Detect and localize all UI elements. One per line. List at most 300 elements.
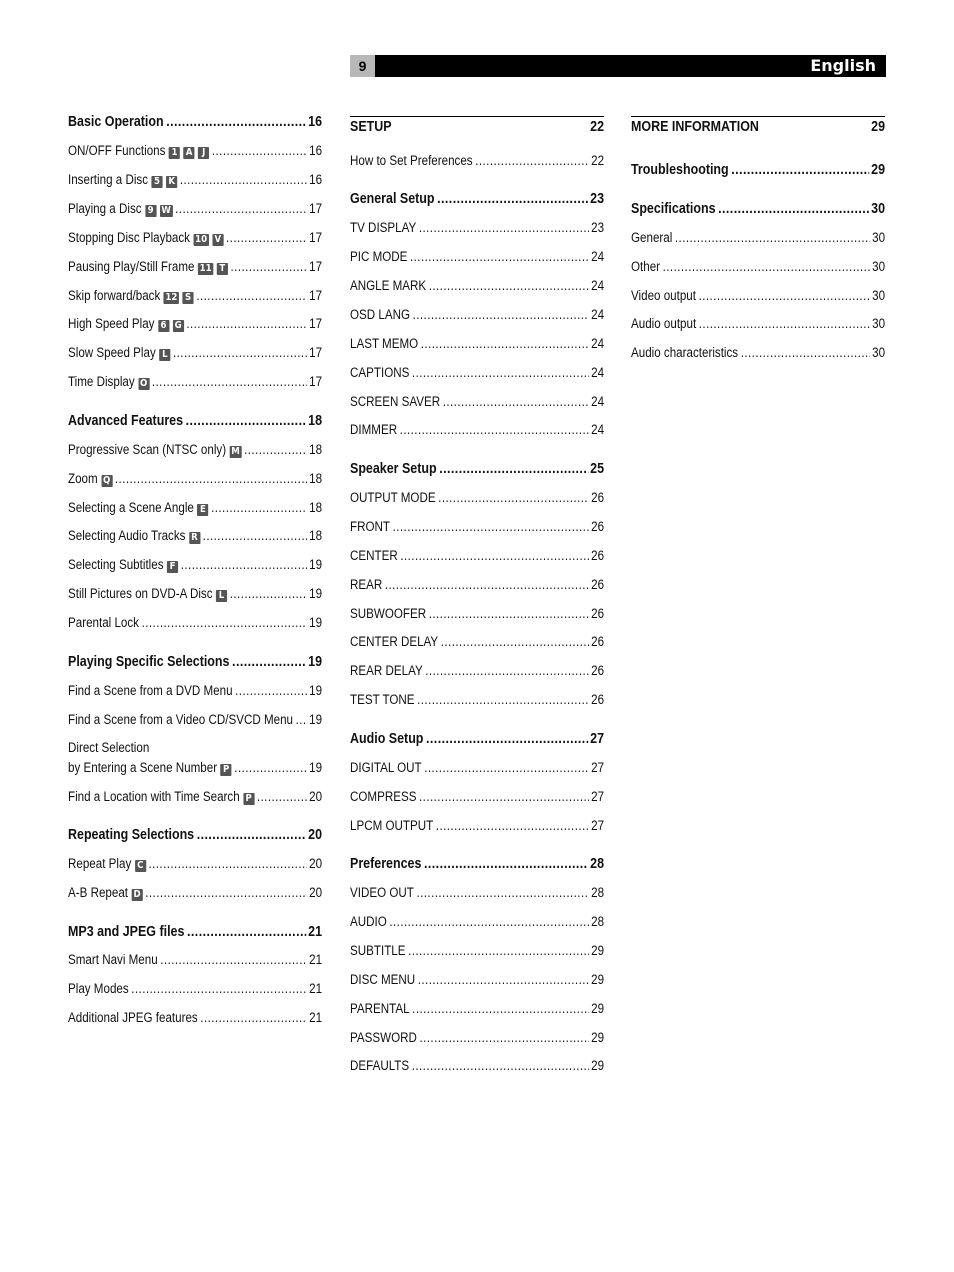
toc-page-number: 19	[309, 760, 323, 775]
toc-page-number: 26	[591, 606, 605, 621]
toc-page-number: 21	[308, 924, 323, 940]
toc-page-number: 20	[308, 827, 323, 843]
dot-leader	[418, 970, 590, 990]
toc-entry	[68, 141, 322, 161]
remote-key-badge: L	[159, 349, 170, 361]
toc-page-number: 30	[872, 288, 886, 303]
toc-page-number: 24	[591, 422, 605, 437]
dot-leader	[296, 710, 308, 730]
dot-leader	[180, 170, 308, 190]
toc-section	[350, 459, 604, 479]
toc-title: Repeat Play	[68, 856, 132, 871]
toc-page-number: 20	[309, 856, 323, 871]
toc-section	[631, 199, 885, 219]
remote-key-badge: 10	[195, 234, 208, 245]
dot-leader	[412, 1056, 590, 1076]
toc-title: COMPRESS	[350, 789, 417, 804]
dot-leader	[211, 498, 307, 518]
dot-leader	[421, 334, 590, 354]
toc-title: DIMMER	[350, 422, 398, 437]
toc-page-number: 28	[591, 885, 605, 900]
toc-entry	[68, 170, 322, 190]
toc-entry	[68, 681, 322, 701]
toc-section	[631, 160, 885, 180]
dot-leader	[196, 286, 307, 306]
remote-key-badge: P	[221, 764, 232, 776]
toc-entry	[350, 517, 604, 537]
page-header	[350, 55, 886, 77]
toc-column-3	[631, 112, 885, 372]
toc-page-number: 27	[590, 731, 605, 747]
dot-leader	[424, 854, 588, 874]
toc-entry	[350, 787, 604, 807]
toc-page-number: 29	[871, 119, 886, 135]
dot-leader	[173, 343, 307, 363]
toc-page-number: 18	[308, 413, 323, 429]
toc-title: Selecting a Scene Angle	[68, 500, 194, 515]
dot-leader	[437, 189, 588, 209]
toc-page-number: 26	[591, 548, 605, 563]
toc-entry	[350, 999, 604, 1019]
toc-entry	[68, 710, 322, 730]
dot-leader	[212, 141, 308, 161]
toc-entry	[350, 816, 604, 836]
toc-entry	[68, 498, 322, 518]
toc-entry	[350, 488, 604, 508]
toc-page-number: 26	[591, 490, 605, 505]
dot-leader	[443, 392, 590, 412]
toc-entry	[68, 950, 322, 970]
toc-title: CENTER DELAY	[350, 634, 439, 649]
dot-leader	[145, 883, 307, 903]
toc-page-number: 17	[309, 230, 323, 245]
toc-page-number: 21	[309, 952, 323, 967]
toc-page-number: 22	[591, 153, 605, 168]
toc-page-number: 24	[591, 249, 605, 264]
toc-entry	[350, 1056, 604, 1076]
toc-entry	[350, 604, 604, 624]
dot-leader	[425, 661, 589, 681]
toc-title: DISC MENU	[350, 972, 416, 987]
dot-leader	[441, 632, 590, 652]
dot-leader	[230, 584, 308, 604]
toc-page-number: 17	[309, 345, 323, 360]
toc-title: by Entering a Scene Number	[68, 760, 218, 775]
toc-entry	[68, 228, 322, 248]
toc-entry	[631, 257, 885, 277]
dot-leader	[416, 883, 589, 903]
toc-page-number: 18	[309, 471, 323, 486]
remote-key-badge: 1	[169, 147, 180, 159]
toc-section	[68, 825, 322, 845]
toc-title: Advanced Features	[68, 413, 184, 429]
toc-entry	[350, 363, 604, 383]
toc-title: Smart Navi Menu	[68, 952, 158, 967]
remote-key-badge: 6	[158, 320, 169, 332]
toc-title: A-B Repeat	[68, 885, 129, 900]
toc-page-number: 24	[591, 336, 605, 351]
toc-page-number: 29	[591, 943, 605, 958]
toc-entry	[350, 334, 604, 354]
toc-title: Find a Scene from a Video CD/SVCD Menu	[68, 712, 293, 727]
toc-page-number: 16	[308, 114, 323, 130]
dot-leader	[699, 314, 871, 334]
dot-leader	[408, 941, 589, 961]
toc-page-number: 30	[872, 259, 886, 274]
toc-page-number: 18	[309, 528, 323, 543]
remote-key-badge: 12	[165, 292, 178, 303]
toc-page-number: 25	[590, 461, 605, 477]
dot-leader	[148, 854, 307, 874]
toc-page-number: 17	[309, 374, 323, 389]
toc-title: General	[631, 230, 673, 245]
page-number: 9	[350, 55, 375, 77]
remote-key-badge: G	[173, 320, 184, 332]
toc-entry	[68, 526, 322, 546]
toc-page-number: 18	[309, 442, 323, 457]
toc-entry	[631, 286, 885, 306]
toc-title: ANGLE MARK	[350, 278, 427, 293]
toc-page-number: 24	[591, 307, 605, 322]
toc-entry	[350, 690, 604, 710]
toc-page-number: 16	[309, 143, 323, 158]
toc-entry	[631, 314, 885, 334]
dot-leader	[385, 575, 590, 595]
toc-page-number: 26	[591, 692, 605, 707]
toc-title: Play Modes	[68, 981, 129, 996]
toc-title: Slow Speed Play	[68, 345, 156, 360]
toc-title: MP3 and JPEG files	[68, 924, 185, 940]
toc-title: Progressive Scan (NTSC only)	[68, 442, 227, 457]
dot-leader	[413, 305, 590, 325]
toc-page-number: 27	[591, 760, 605, 775]
toc-title: ON/OFF Functions	[68, 143, 166, 158]
dot-leader	[142, 613, 308, 633]
toc-entry	[631, 228, 885, 248]
toc-title: SUBTITLE	[350, 943, 406, 958]
toc-title: Video output	[631, 288, 696, 303]
language-label: English	[810, 56, 876, 75]
remote-key-badge: L	[216, 590, 227, 602]
toc-heading	[631, 117, 885, 137]
dot-leader	[226, 228, 307, 248]
toc-section	[68, 411, 322, 431]
toc-column-2	[350, 112, 604, 1082]
toc-title: Repeating Selections	[68, 827, 195, 843]
remote-key-badge: A	[183, 147, 194, 159]
dot-leader	[424, 758, 589, 778]
dot-leader	[429, 604, 590, 624]
toc-title: REAR	[350, 577, 383, 592]
toc-title: Other	[631, 259, 661, 274]
toc-title: REAR DELAY	[350, 663, 423, 678]
toc-title: LPCM OUTPUT	[350, 818, 434, 833]
toc-page-number: 24	[591, 394, 605, 409]
toc-entry	[350, 218, 604, 238]
toc-title: High Speed Play	[68, 316, 155, 331]
toc-title: OUTPUT MODE	[350, 490, 436, 505]
remote-key-badge: O	[140, 378, 148, 389]
toc-page-number: 28	[590, 856, 605, 872]
toc-page-number: 30	[871, 201, 886, 217]
toc-title: OSD LANG	[350, 307, 411, 322]
toc-title: Time Display	[68, 374, 135, 389]
toc-title: TEST TONE	[350, 692, 415, 707]
dot-leader	[741, 343, 871, 363]
toc-title: Direct Selection	[68, 740, 150, 755]
toc-entry	[350, 883, 604, 903]
toc-title: Troubleshooting	[631, 162, 729, 178]
toc-title: Speaker Setup	[350, 461, 437, 477]
toc-entry	[68, 314, 322, 334]
toc-page-number: 17	[309, 201, 323, 216]
remote-key-badge: T	[217, 263, 228, 275]
toc-entry	[68, 883, 322, 903]
toc-section	[68, 112, 322, 132]
dot-leader	[197, 825, 307, 845]
toc-page-number: 26	[591, 663, 605, 678]
dot-leader	[400, 546, 589, 566]
toc-title: Pausing Play/Still Frame	[68, 259, 195, 274]
toc-page-number: 17	[309, 259, 323, 274]
toc-title: PASSWORD	[350, 1030, 417, 1045]
toc-entry	[350, 912, 604, 932]
toc-page-number: 30	[872, 230, 886, 245]
dot-leader	[175, 199, 307, 219]
toc-title: PIC MODE	[350, 249, 408, 264]
toc-entry	[350, 941, 604, 961]
toc-page-number: 19	[309, 712, 323, 727]
toc-title: SUBWOOFER	[350, 606, 427, 621]
toc-entry	[350, 758, 604, 778]
toc-title: Skip forward/back	[68, 288, 161, 303]
toc-title: DIGITAL OUT	[350, 760, 422, 775]
toc-entry	[350, 151, 604, 171]
remote-key-badge: 11	[199, 263, 212, 274]
dot-leader	[393, 517, 590, 537]
dot-leader	[675, 228, 871, 248]
toc-title: Still Pictures on DVD-A Disc	[68, 586, 213, 601]
remote-key-badge: C	[135, 860, 146, 872]
toc-entry	[350, 276, 604, 296]
dot-leader	[412, 363, 589, 383]
dot-leader	[439, 459, 588, 479]
toc-column-1	[68, 112, 322, 1042]
remote-key-badge: V	[212, 234, 223, 246]
toc-entry	[68, 787, 322, 807]
toc-section	[350, 854, 604, 874]
toc-page-number: 29	[871, 162, 886, 178]
toc-title: PARENTAL	[350, 1001, 410, 1016]
toc-title: Selecting Subtitles	[68, 557, 164, 572]
toc-page-number: 24	[591, 278, 605, 293]
toc-title: LAST MEMO	[350, 336, 419, 351]
toc-entry	[350, 1028, 604, 1048]
toc-entry	[68, 372, 322, 392]
toc-entry	[68, 555, 322, 575]
toc-page-number: 19	[309, 615, 323, 630]
toc-page-number: 23	[590, 191, 605, 207]
dot-leader	[244, 440, 307, 460]
toc-entry	[350, 420, 604, 440]
toc-page-number: 17	[309, 288, 323, 303]
dot-leader	[699, 286, 871, 306]
toc-entry	[350, 661, 604, 681]
dot-leader	[257, 787, 308, 807]
remote-key-badge: K	[166, 176, 177, 188]
toc-page-number: 26	[591, 519, 605, 534]
toc-page-number: 27	[591, 789, 605, 804]
toc-title: CENTER	[350, 548, 398, 563]
toc-entry	[68, 257, 322, 277]
dot-leader	[436, 816, 590, 836]
remote-key-badge: S	[183, 292, 194, 304]
toc-entry	[350, 632, 604, 652]
remote-key-badge: P	[243, 793, 254, 805]
toc-title: AUDIO	[350, 914, 387, 929]
dot-leader	[186, 314, 307, 334]
toc-title: Find a Scene from a DVD Menu	[68, 683, 233, 698]
toc-title: Parental Lock	[68, 615, 140, 630]
toc-page-number: 23	[591, 220, 605, 235]
toc-page-number: 29	[591, 972, 605, 987]
toc-page-number: 24	[591, 365, 605, 380]
toc-title: Basic Operation	[68, 114, 164, 130]
toc-title: Specifications	[631, 201, 716, 217]
toc-entry	[68, 1008, 322, 1028]
toc-title: CAPTIONS	[350, 365, 410, 380]
toc-entry	[68, 738, 322, 758]
toc-title: Audio Setup	[350, 731, 424, 747]
toc-section	[350, 729, 604, 749]
remote-key-badge: F	[167, 561, 178, 573]
remote-key-badge: 9	[145, 205, 156, 217]
toc-entry	[68, 343, 322, 363]
dot-leader	[186, 411, 307, 431]
toc-title: Audio output	[631, 316, 697, 331]
toc-entry	[350, 305, 604, 325]
toc-entry	[350, 392, 604, 412]
toc-title: FRONT	[350, 519, 390, 534]
remote-key-badge: 5	[151, 176, 162, 188]
toc-section	[68, 652, 322, 672]
toc-page-number: 19	[308, 654, 323, 670]
toc-entry	[68, 199, 322, 219]
toc-page-number: 17	[309, 316, 323, 331]
toc-title: Additional JPEG features	[68, 1010, 198, 1025]
toc-title: General Setup	[350, 191, 435, 207]
dot-leader	[419, 1028, 589, 1048]
dot-leader	[412, 999, 589, 1019]
toc-title: Inserting a Disc	[68, 172, 149, 187]
remote-key-badge: J	[198, 147, 209, 159]
toc-entry	[631, 343, 885, 363]
toc-entry	[68, 758, 322, 778]
toc-heading	[350, 117, 604, 137]
remote-key-badge: Q	[103, 475, 111, 486]
toc-page-number: 30	[872, 345, 886, 360]
toc-page-number: 28	[591, 914, 605, 929]
toc-page-number: 30	[872, 316, 886, 331]
toc-title: Playing Specific Selections	[68, 654, 230, 670]
dot-leader	[181, 555, 308, 575]
dot-leader	[419, 787, 589, 807]
toc-title: Playing a Disc	[68, 201, 142, 216]
toc-page-number: 27	[591, 818, 605, 833]
dot-leader	[389, 912, 589, 932]
toc-page-number: 20	[309, 789, 323, 804]
toc-page-number: 20	[309, 885, 323, 900]
dot-leader	[115, 469, 308, 489]
toc-page-number: 21	[309, 1010, 323, 1025]
dot-leader	[200, 1008, 307, 1028]
toc-entry	[350, 575, 604, 595]
remote-key-badge: E	[197, 504, 208, 516]
toc-entry	[68, 613, 322, 633]
toc-page-number: 29	[591, 1030, 605, 1045]
toc-entry	[68, 469, 322, 489]
dot-leader	[166, 112, 306, 132]
dot-leader	[187, 922, 306, 942]
toc-title: TV DISPLAY	[350, 220, 417, 235]
toc-page-number: 29	[591, 1001, 605, 1016]
toc-page-number: 26	[591, 577, 605, 592]
toc-entry	[350, 970, 604, 990]
toc-title: SCREEN SAVER	[350, 394, 441, 409]
toc-page-number: 19	[309, 683, 323, 698]
toc-section	[350, 189, 604, 209]
dot-leader	[417, 690, 589, 710]
dot-leader	[718, 199, 869, 219]
dot-leader	[438, 488, 589, 508]
dot-leader	[234, 758, 307, 778]
toc-title: SETUP	[350, 119, 392, 135]
toc-title: Stopping Disc Playback	[68, 230, 190, 245]
dot-leader	[231, 257, 308, 277]
toc-title: Preferences	[350, 856, 422, 872]
toc-page-number: 29	[591, 1058, 605, 1073]
toc-entry	[350, 247, 604, 267]
remote-key-badge: M	[231, 446, 240, 457]
toc-entry	[68, 286, 322, 306]
toc-page-number: 18	[309, 500, 323, 515]
toc-page-number: 22	[590, 119, 605, 135]
toc-title: Selecting Audio Tracks	[68, 528, 186, 543]
dot-leader	[419, 218, 590, 238]
toc-page-number: 19	[309, 557, 323, 572]
dot-leader	[731, 160, 869, 180]
remote-key-badge: D	[131, 889, 142, 901]
toc-title: Zoom	[68, 471, 98, 486]
dot-leader	[131, 979, 307, 999]
toc-entry	[68, 854, 322, 874]
remote-key-badge: R	[189, 532, 200, 544]
toc-title: MORE INFORMATION	[631, 119, 759, 135]
dot-leader	[426, 729, 588, 749]
toc-page-number: 19	[309, 586, 323, 601]
dot-leader	[235, 681, 307, 701]
dot-leader	[160, 950, 307, 970]
toc-entry	[350, 546, 604, 566]
dot-leader	[475, 151, 589, 171]
toc-title: DEFAULTS	[350, 1058, 410, 1073]
toc-page-number: 26	[591, 634, 605, 649]
toc-entry	[68, 584, 322, 604]
toc-page-number: 21	[309, 981, 323, 996]
toc-title: Find a Location with Time Search	[68, 789, 240, 804]
dot-leader	[410, 247, 589, 267]
toc-page-number: 16	[309, 172, 323, 187]
